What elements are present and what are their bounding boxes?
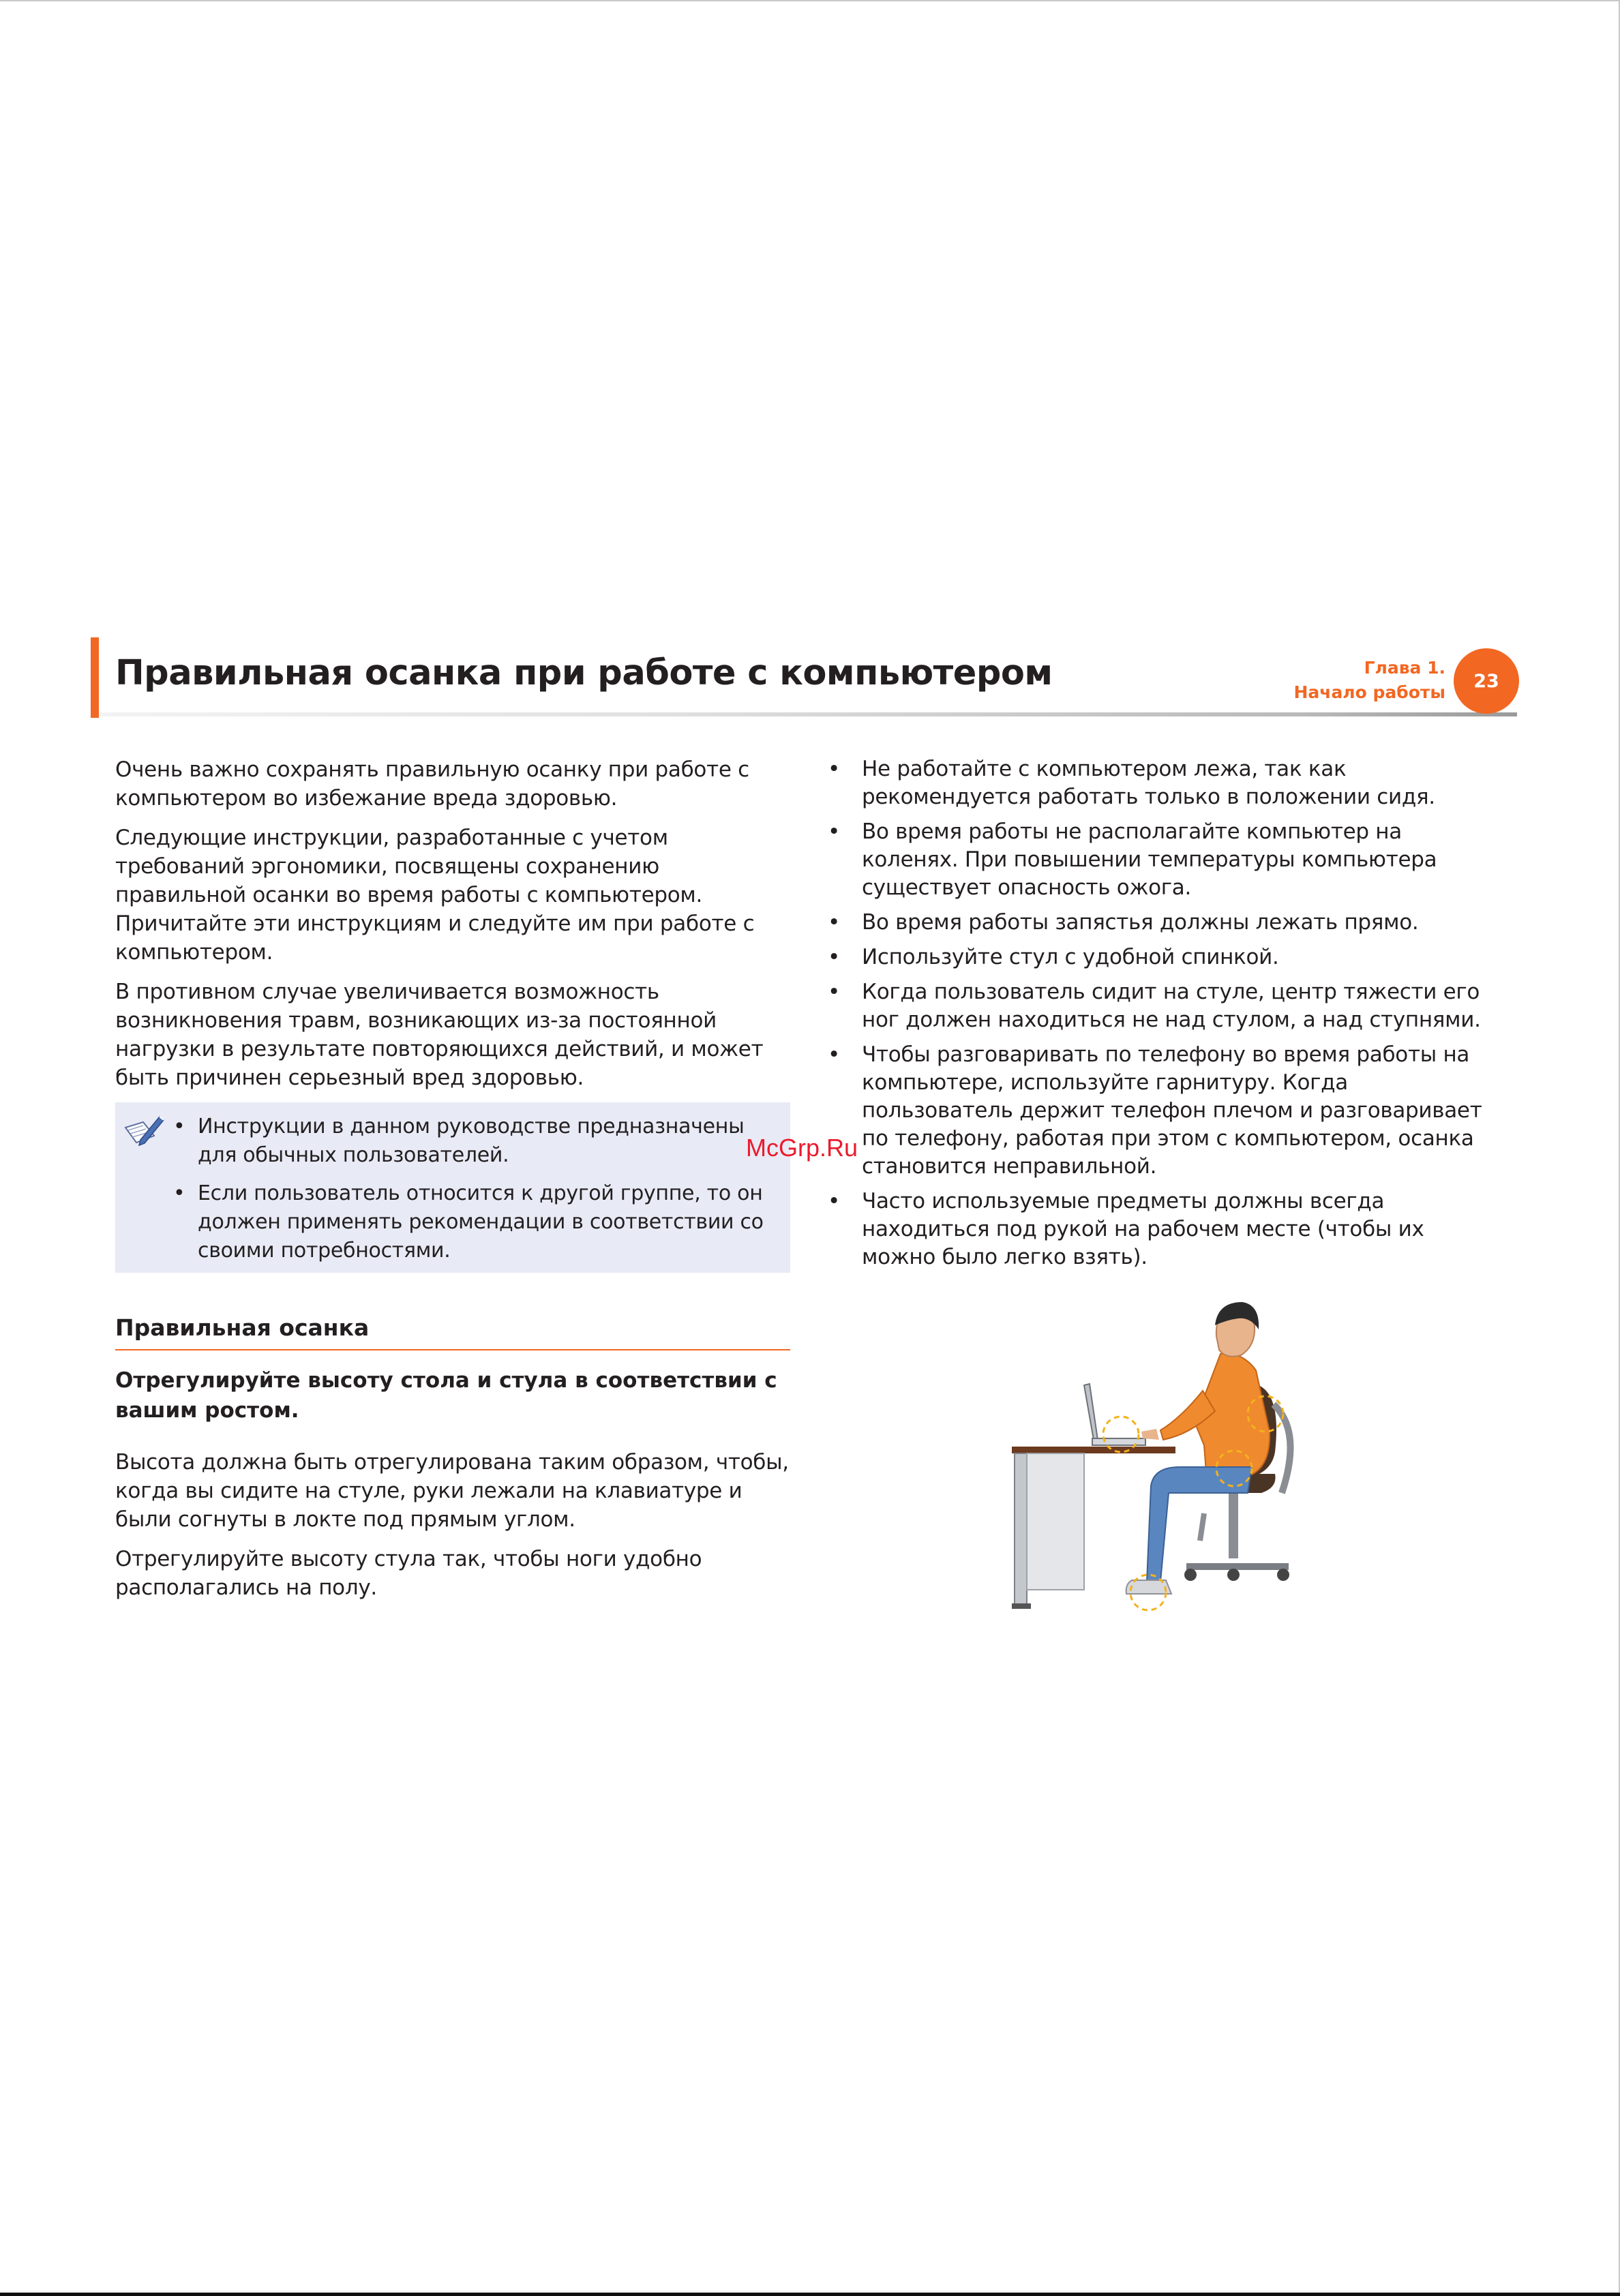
recommendation-item: • Когда пользователь сидит на стуле, центр тяжести его ног должен находиться не над стулом, а над ступнями. [825,978,1500,1034]
posture-illustration [1002,1288,1330,1622]
title-accent-bar [91,637,99,718]
frame-top-border [0,0,1620,1]
section-divider [115,1349,790,1350]
recommendation-item: • Часто используемые предметы должны всегда находиться под рукой на рабочем месте (чтобы их можно было легко взять). [825,1188,1500,1271]
chapter-label [1293,656,1445,705]
recommendation-item: • Используйте стул с удобной спинкой. [825,943,1500,971]
note-list [170,1113,770,1275]
title-divider [99,712,1517,716]
watermark: McGrp.Ru [746,1134,858,1162]
page-number-badge: 23 [1454,648,1519,714]
recommendation-item: • Во время работы запястья должны лежать прямо. [825,909,1500,937]
laptop [1084,1384,1145,1445]
section-heading: Правильная осанка [115,1314,370,1341]
note-item: • Если пользователь относится к другой группе, то он должен применять рекомендации в соответствии со своими потребностями. [170,1179,770,1265]
intro-column [115,755,790,1103]
section-subheading: Отрегулируйте высоту стола и стула в соответствии с вашим ростом. [115,1368,777,1423]
section-paragraph: Высота должна быть отрегулирована таким образом, чтобы, когда вы сидите на стуле, руки лежали на клавиатуре и были согнуты в локте под прямым углом. [115,1450,789,1532]
intro-paragraph: В противном случае увеличивается возможность возникновения травм, возникающих из-за постоянной нагрузки в результате повторяющихся действий, и может быть причинен серьезный вред здоровью. [115,980,764,1090]
intro-paragraph: Следующие инструкции, разработанные с учетом требований эргономики, посвящены сохранению правильной осанки во время работы с компьютером. Причитайте эти инструкциям и следуйте им при работе с компьютером. [115,826,755,965]
section-body [115,1448,790,1613]
intro-paragraph: Очень важно сохранять правильную осанку при работе с компьютером во избежание вреда здоровью. [115,757,749,811]
chapter-number: Глава 1. [1364,658,1445,678]
pencil-note-icon [123,1113,165,1151]
recommendation-item: • Не работайте с компьютером лежа, так как рекомендуется работать только в положении сидя. [825,755,1500,811]
recommendations-list [825,755,1500,1278]
chapter-title: Начало работы [1293,682,1445,702]
section-paragraph: Отрегулируйте высоту стула так, чтобы ноги удобно располагались на полу. [115,1547,702,1600]
frame-bottom-border [0,2293,1620,2296]
note-item: • Инструкции в данном руководстве предназначены для обычных пользователей. [170,1113,770,1170]
page-title: Правильная осанка при работе с компьютером [115,653,1053,693]
recommendation-item: • Во время работы не располагайте компьютер на коленях. При повышении температуры компьютера существует опасность ожога. [825,818,1500,902]
recommendation-item: • Чтобы разговаривать по телефону во время работы на компьютере, используйте гарнитуру. Когда пользователь держит телефон плечом и разговаривает по телефону, работая при этом с компьютером, осанка становится неправильной. [825,1041,1500,1181]
